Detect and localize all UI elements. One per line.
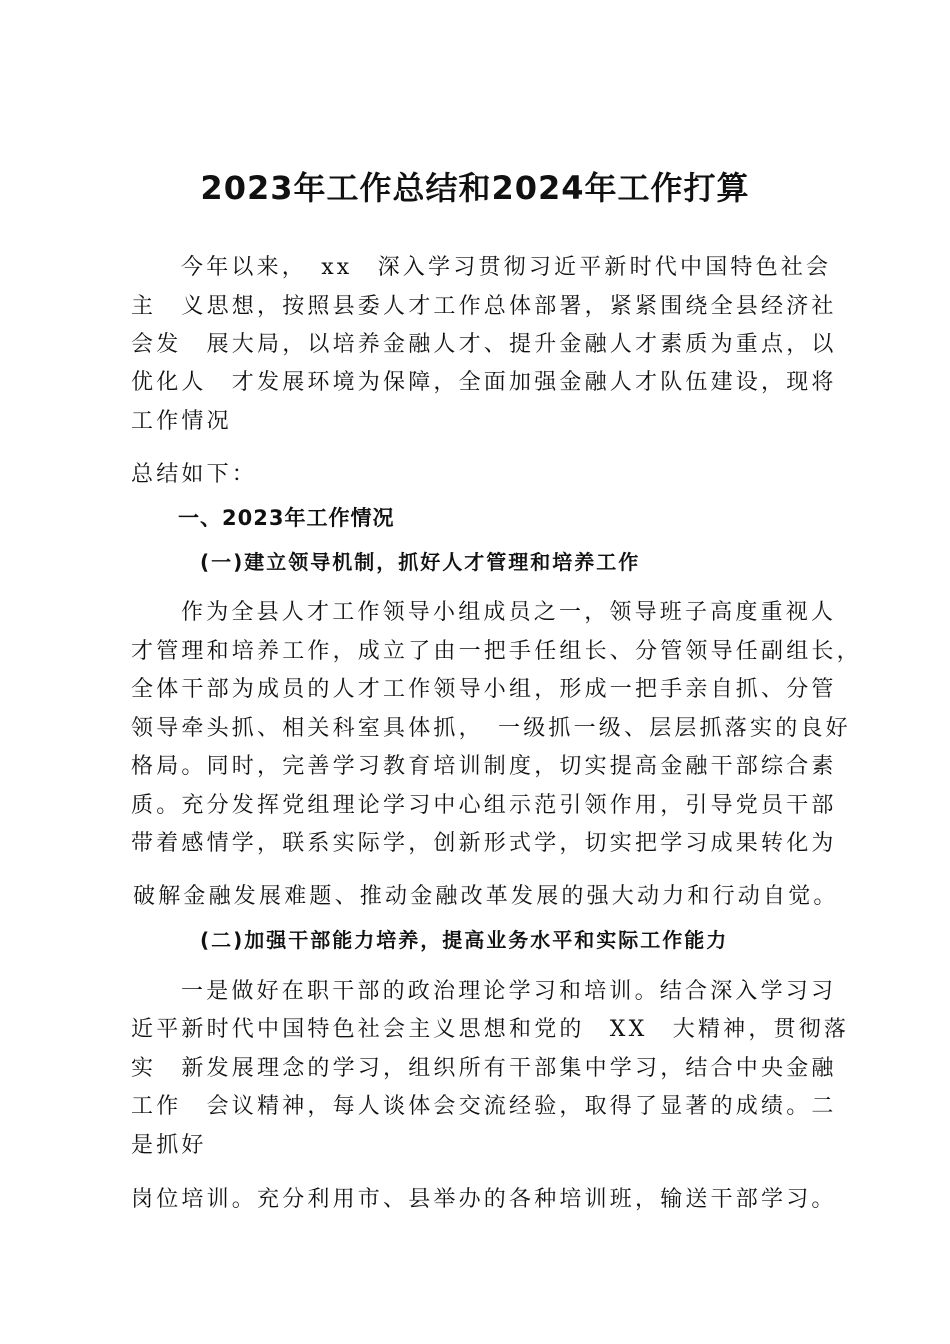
section-heading-1: 一、2023年工作情况 bbox=[178, 506, 395, 530]
intro-line-3: 会发 展大局，以培养金融人才、提升金融人才素质为重点，以 bbox=[131, 332, 837, 357]
sub1-line-1: 作为全县人才工作领导小组成员之一，领导班子高度重视人 bbox=[181, 600, 837, 625]
sub2-line-3: 实 新发展理念的学习，组织所有干部集中学习，结合中央金融 bbox=[131, 1056, 837, 1081]
sub1-line-6: 质。充分发挥党组理论学习中心组示范引领作用，引导党员干部 bbox=[131, 793, 837, 818]
sub2-line-4: 工作 会议精神，每人谈体会交流经验，取得了显著的成绩。二 bbox=[131, 1094, 837, 1119]
intro-line-1: 今年以来， xx 深入学习贯彻习近平新时代中国特色社会 bbox=[181, 255, 832, 280]
sub1-line-7: 带着感情学，联系实际学，创新形式学，切实把学习成果转化为 bbox=[131, 831, 837, 856]
intro-tail: 总结如下： bbox=[131, 462, 258, 487]
intro-line-4: 优化人 才发展环境为保障，全面加强金融人才队伍建设，现将 bbox=[131, 370, 837, 395]
sub1-line-3: 全体干部为成员的人才工作领导小组，形成一把手亲自抓、分管 bbox=[131, 677, 837, 702]
sub2-line-1: 一是做好在职干部的政治理论学习和培训。结合深入学习习 bbox=[181, 979, 837, 1004]
sub1-line-5: 格局。同时，完善学习教育培训制度，切实提高金融干部综合素 bbox=[131, 754, 837, 779]
sub2-line-5: 是抓好 bbox=[131, 1133, 207, 1158]
sub2-line-2: 近平新时代中国特色社会主义思想和党的 XX 大精神，贯彻落 bbox=[131, 1017, 850, 1042]
sub1-line-2: 才管理和培养工作，成立了由一把手任组长、分管领导任副组长， bbox=[131, 639, 862, 664]
document-title: 2023年工作总结和2024年工作打算 bbox=[200, 169, 750, 207]
sub2-tail: 岗位培训。充分利用市、县举办的各种培训班，输送干部学习。 bbox=[131, 1187, 837, 1212]
intro-line-2: 主 义思想，按照县委人才工作总体部署，紧紧围绕全县经济社 bbox=[131, 294, 837, 319]
subsection-heading-1: (一)建立领导机制，抓好人才管理和培养工作 bbox=[200, 550, 641, 574]
sub1-line-4: 领导牵头抓、相关科室具体抓， 一级抓一级、层层抓落实的良好 bbox=[131, 716, 851, 741]
intro-line-5: 工作情况 bbox=[131, 409, 232, 434]
sub1-tail: 破解金融发展难题、推动金融改革发展的强大动力和行动自觉。 bbox=[133, 884, 839, 909]
subsection-heading-2: (二)加强干部能力培养，提高业务水平和实际工作能力 bbox=[200, 928, 729, 952]
